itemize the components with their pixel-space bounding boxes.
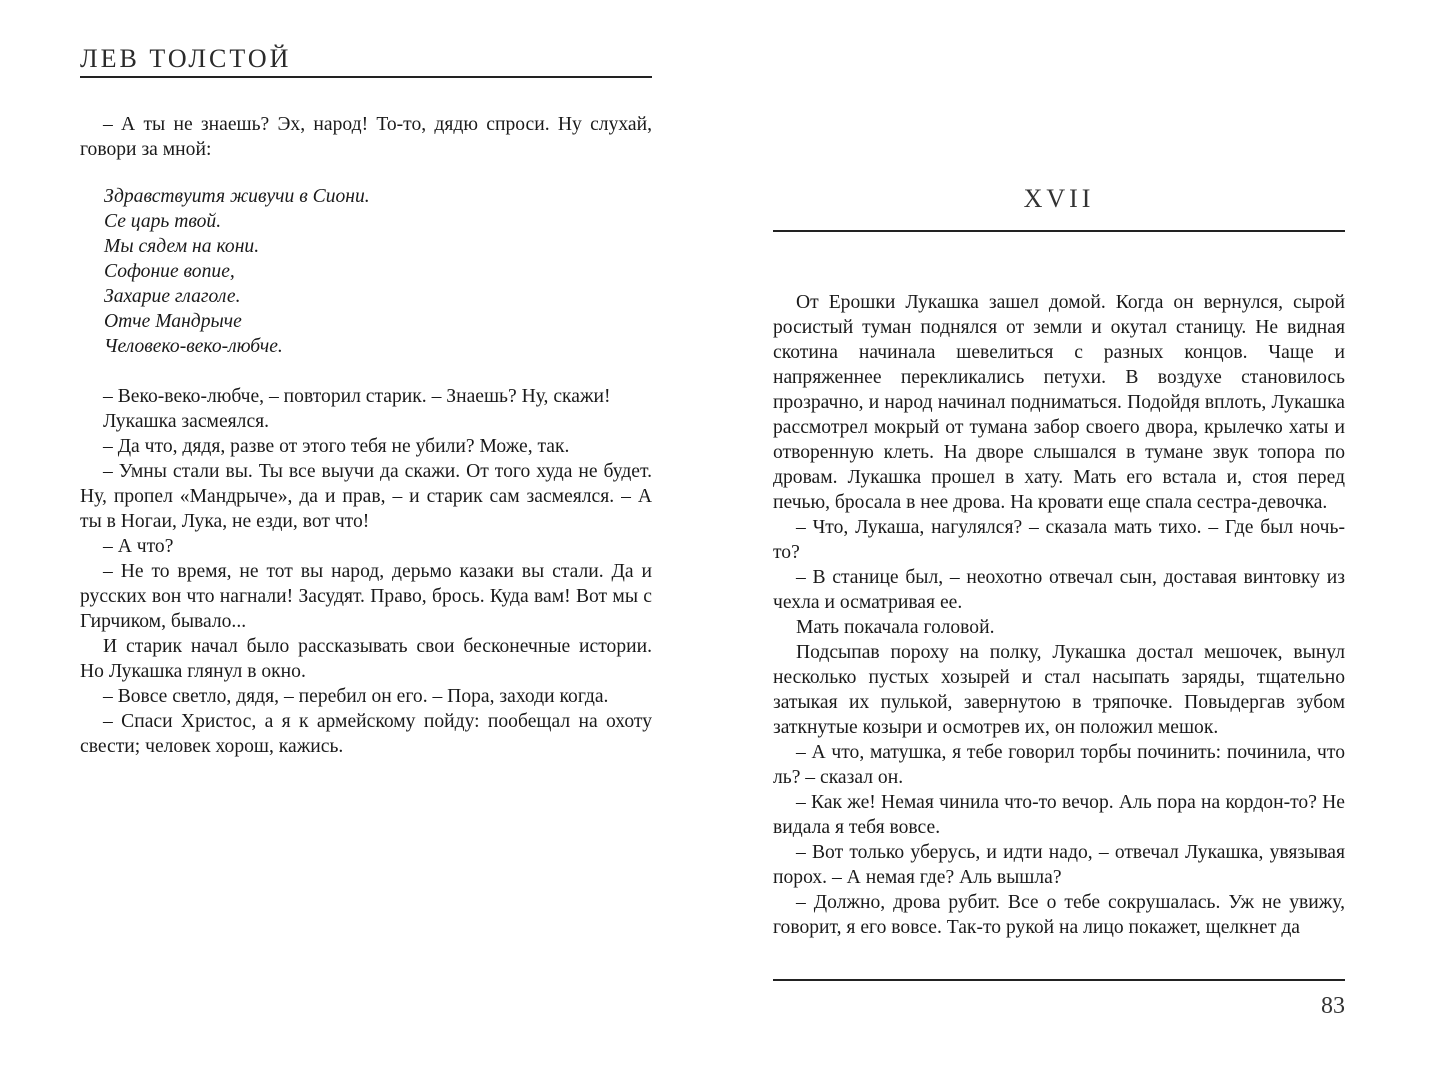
page-number: 83 (1321, 993, 1345, 1019)
chapter-rule (773, 230, 1345, 232)
header-rule (80, 76, 652, 78)
paragraph: – Вовсе светло, дядя, – перебил он его. – Пора, заходи когда. (103, 686, 609, 707)
verse-line: Софоние вопие, (104, 261, 235, 282)
paragraph: – Умны стали вы. Ты все выучи да скажи. От того худа не будет. Ну, пропел «Мандрыче», да и прав, – и старик сам засмеялся. – А ты в Ногаи, Лука, не езди, вот что! (80, 461, 652, 532)
paragraph: От Ерошки Лукашка зашел домой. Когда он вернулся, сырой росистый туман поднялся от земли и окутал станицу. Не видная скотина начинала шевелиться с разных концов. Чаще и напряженнее перекликались петухи. В воздухе становилось прозрачно, и народ начинал подниматься. Подойдя вплоть, Лукашка рассмотрел мокрый от тумана забор своего двора, крылечко хаты и отворенную клеть. На дворе слышался в тумане звук топора по дровам. Лукашка прошел в хату. Мать его встала и, стоя перед печью, бросала в нее дрова. На кровати еще спала сестра-девочка. (773, 292, 1345, 513)
running-head-author: ЛЕВ ТОЛСТОЙ (80, 44, 292, 73)
verse-line: Человеко-веко-любче. (104, 336, 283, 357)
paragraph: – Не то время, не тот вы народ, дерьмо казаки вы стали. Да и русских вон что нагнали! Засудят. Право, брось. Куда вам! Вот мы с Гирчиком, бывало... (80, 561, 652, 632)
footer-rule (773, 979, 1345, 981)
verse-line: Се царь твой. (104, 211, 222, 232)
paragraphs-after-verse (80, 384, 652, 759)
paragraph: – Спаси Христос, а я к армейскому пойду: пообещал на охоту свести; человек хорош, кажись. (80, 711, 652, 757)
verse-line: Отче Мандрыче (104, 311, 242, 332)
paragraph: Подсыпав пороху на полку, Лукашка достал мешочек, вынул несколько пустых хозырей и стал насыпать заряды, тщательно затыкая их пулькой, завернутою в тряпочке. Повыдергав зубом заткнутые козыри и осмотрев их, он положил мешок. (773, 642, 1345, 738)
paragraph: – Должно, дрова рубит. Все о тебе сокрушалась. Уж не увижу, говорит, я его вовсе. Так-то рукой на лицо покажет, щелкнет да (773, 892, 1345, 938)
verse-line: Захарие глаголе. (104, 286, 241, 307)
paragraph: Лукашка засмеялся. (103, 411, 270, 432)
paragraph: – Веко-веко-любче, – повторил старик. – Знаешь? Ну, скажи! (103, 386, 611, 407)
paragraph: – Вот только уберусь, и идти надо, – отвечал Лукашка, увязывая порох. – А немая где? Аль вышла? (773, 842, 1345, 888)
paragraph: И старик начал было рассказывать свои бесконечные истории. Но Лукашка глянул в окно. (80, 636, 652, 682)
verse-block (80, 184, 652, 359)
left-page-text (80, 112, 652, 759)
chapter-number: XVII (1023, 184, 1095, 213)
paragraph: – А что, матушка, я тебе говорил торбы починить: починила, что ль? – сказал он. (773, 742, 1345, 788)
paragraph: Мать покачала головой. (796, 617, 995, 638)
right-page-text (773, 290, 1345, 940)
paragraph: – Как же! Немая чинила что-то вечор. Аль пора на кордон-то? Не видала я тебя вовсе. (773, 792, 1345, 838)
paragraphs-before-verse (80, 112, 652, 162)
paragraph: – Да что, дядя, разве от этого тебя не убили? Може, так. (103, 436, 570, 457)
verse-line: Здравствуитя живучи в Сиони. (104, 186, 370, 207)
paragraph: – А что? (103, 536, 174, 557)
verse-line: Мы сядем на кони. (104, 236, 260, 257)
paragraph: – Что, Лукаша, нагулялся? – сказала мать тихо. – Где был ночь-то? (773, 517, 1345, 563)
paragraph: – В станице был, – неохотно отвечал сын, доставая винтовку из чехла и осматривая ее. (773, 567, 1345, 613)
paragraph: – А ты не знаешь? Эх, народ! То-то, дядю спроси. Ну слухай, говори за мной: (80, 114, 652, 160)
